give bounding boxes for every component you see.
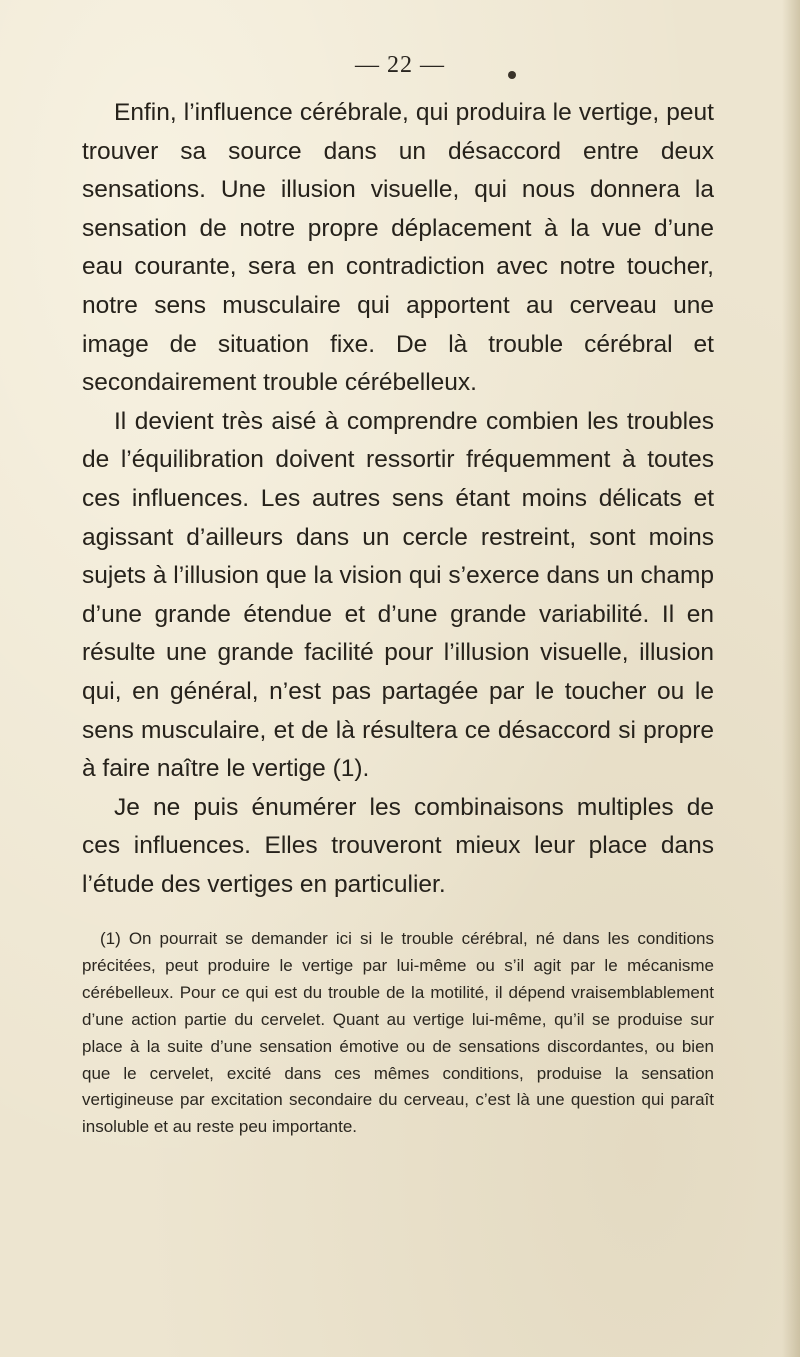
paragraph: Il devient très aisé à comprendre combien les troubles de l’équilibration doivent ressortir fréquemment à toutes ces influences. Les autres sens étant moins délicats et agissant d’ailleurs dans un cercle restreint, sont moins sujets à l’illusion que la vision qui s’exerce dans un champ d’une grande étendue et d’une grande variabilité. Il en résulte une grande facilité pour l’illusion visuelle, illusion qui, en général, n’est pas partagée par le toucher ou le sens musculaire, et de là résultera ce désaccord si propre à faire naître le vertige (1). (82, 407, 714, 783)
paragraph: Enfin, l’influence cérébrale, qui produira le vertige, peut trouver sa source dans un désaccord entre deux sensations. Une illusion visuelle, qui nous donnera la sensation de notre propre déplacement à la vue d’une eau courante, sera en contradiction avec notre toucher, notre sens musculaire qui apportent au cerveau une image de situation fixe. De là trouble cérébral et secondairement trouble cérébelleux. (82, 99, 714, 397)
main-text (82, 94, 714, 904)
page-edge-shadow (782, 0, 800, 1357)
paragraph: Je ne puis énumérer les combinaisons multiples de ces influences. Elles trouveront mieux leur place dans l’étude des vertiges en particulier. (82, 793, 714, 898)
ink-spot (508, 71, 516, 79)
page-number: — 22 — (355, 52, 445, 78)
footnote: (1) On pourrait se demander ici si le trouble cérébral, né dans les conditions précitées, peut produire le vertige par lui-même ou s’il agit par le mécanisme cérébelleux. Pour ce qui est du trouble de la motilité, il dépend vraisemblablement d’une action partie du cervelet. Quant au vertige lui-même, qu’il se produise sur place à la suite d’une sensation émotive ou de sensations discordantes, ou bien que le cervelet, excité dans ces mêmes conditions, produise la sensation vertigineuse par excitation secondaire du cerveau, c’est là une question qui paraît insoluble et au reste peu importante. (82, 929, 714, 1137)
